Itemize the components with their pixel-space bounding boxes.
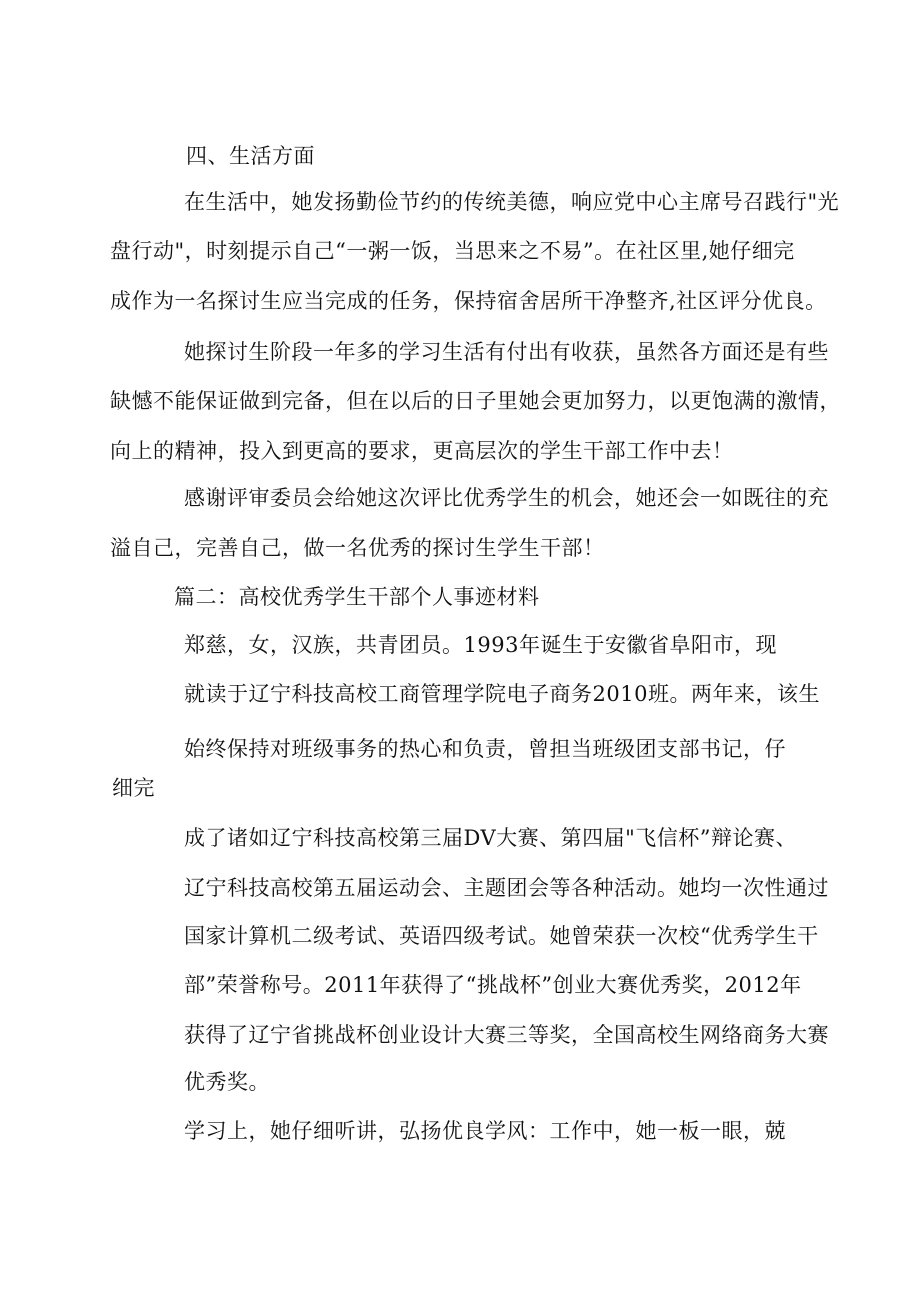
paragraph-line: 细完 (112, 776, 155, 800)
paragraph-line: 获得了辽宁省挑战杯创业设计大赛三等奖，全国高校生网络商务大赛 (184, 1023, 829, 1047)
paragraph-line: 始终保持对班级事务的热心和负责，曾担当班级团支部书记，仔 (184, 737, 786, 761)
article-title: 篇二：高校优秀学生干部个人事迹材料 (174, 585, 540, 609)
paragraph-line: 郑慈，女，汉族，共青团员。1993年诞生于安徽省阜阳市，现 (184, 633, 777, 657)
section-heading: 四、生活方面 (186, 144, 315, 168)
paragraph-line: 缺憾不能保证做到完备，但在以后的日子里她会更加努力，以更饱满的激情， (110, 389, 841, 413)
paragraph-line: 部”荣誉称号。2011年获得了“挑战杯”创业大赛优秀奖，2012年 (184, 973, 802, 997)
paragraph-line: 学习上，她仔细听讲，弘扬优良学风：工作中，她一板一眼，兢 (184, 1119, 786, 1143)
paragraph-line: 盘行动"，时刻提示自己“一粥一饭，当思来之不易”。在社区里,她仔细完 (110, 239, 795, 263)
paragraph-line: 就读于辽宁科技高校工商管理学院电子商务2010班。两年来，该生 (184, 682, 820, 706)
paragraph-line: 在生活中，她发扬勤俭节约的传统美德，响应党中心主席号召践行"光 (184, 190, 840, 214)
paragraph-line: 向上的精神，投入到更高的要求，更高层次的学生干部工作中去！ (110, 439, 734, 463)
paragraph-line: 优秀奖。 (184, 1070, 270, 1094)
paragraph-line: 感谢评审委员会给她这次评比优秀学生的机会，她还会一如既往的充 (184, 486, 829, 510)
paragraph-line: 成了诸如辽宁科技高校第三届DV大赛、第四届"飞信杯”辩论赛、 (184, 826, 798, 850)
paragraph-line: 她探讨生阶段一年多的学习生活有付出有收获，虽然各方面还是有些 (184, 340, 829, 364)
paragraph-line: 辽宁科技高校第五届运动会、主题团会等各种活动。她均一次性通过 (184, 876, 829, 900)
paragraph-line: 成作为一名探讨生应当完成的任务，保持宿舍居所干净整齐,社区评分优良。 (110, 289, 827, 313)
paragraph-line: 国家计算机二级考试、英语四级考试。她曾荣获一次校“优秀学生干 (184, 924, 819, 948)
paragraph-line: 溢自己，完善自己，做一名优秀的探讨生学生干部！ (110, 536, 605, 560)
